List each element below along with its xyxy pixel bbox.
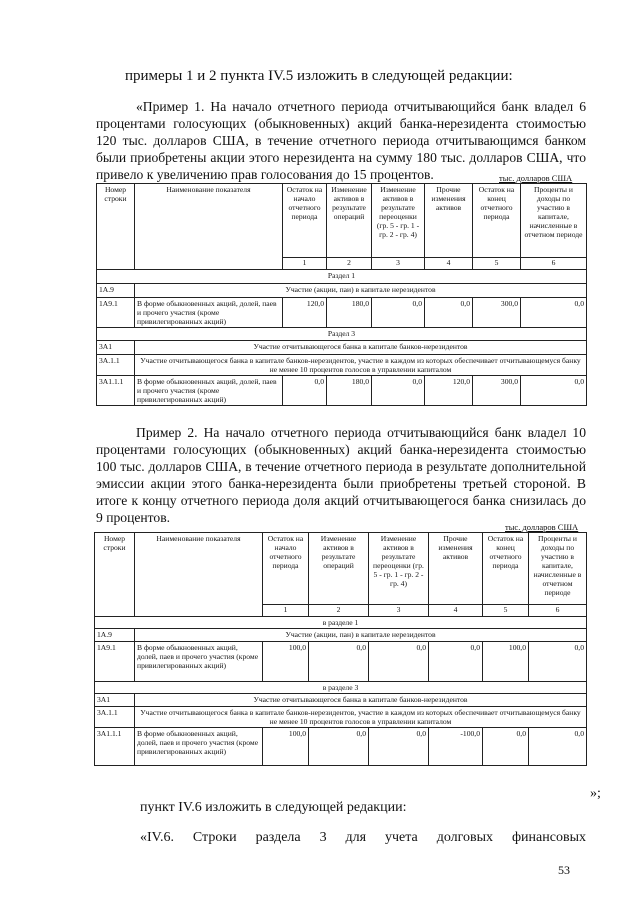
table-1-units: тыс. долларов США bbox=[499, 173, 573, 183]
col-header-ops: Изменение активов в результате операций bbox=[327, 184, 372, 258]
cell-value: 0,0 bbox=[521, 298, 587, 328]
cell-value: 180,0 bbox=[327, 298, 372, 328]
row-label: Участие (акции, паи) в капитале нерезидентов bbox=[135, 284, 587, 298]
table-row bbox=[95, 694, 587, 707]
cell-value: 120,0 bbox=[283, 298, 327, 328]
cell-value: 0,0 bbox=[309, 728, 369, 766]
row-label: Участие отчитывающегося банка в капитале банков-нерезидентов, участие в каждом из которых обеспечивает отчитывающемуся банку не менее 10 процентов голосов в управлении капиталом bbox=[135, 707, 587, 728]
col-header-end: Остаток на конец отчетного периода bbox=[473, 184, 521, 258]
row-code: 1А.9 bbox=[95, 629, 135, 642]
col-header-name: Наименование показателя bbox=[135, 184, 283, 270]
cell-value: 120,0 bbox=[425, 376, 473, 406]
row-code: 3А1.1.1 bbox=[95, 728, 135, 766]
table-2-units: тыс. долларов США bbox=[505, 522, 579, 532]
word: 3 bbox=[319, 830, 327, 845]
row-code: 3А1.1.1 bbox=[97, 376, 135, 406]
col-header-ops: Изменение активов в результате операций bbox=[309, 533, 369, 605]
col-number: 1 bbox=[263, 605, 309, 617]
word: для bbox=[345, 830, 367, 845]
col-number: 4 bbox=[425, 258, 473, 270]
trailing-text-line bbox=[140, 830, 586, 846]
row-label: В форме обыкновенных акций, долей, паев и прочего участия (кроме привилегированных акций) bbox=[135, 376, 283, 406]
word: «IV.6. bbox=[140, 830, 174, 845]
row-label: Участие отчитывающегося банка в капитале банков-нерезидентов, участие в каждом из которых обеспечивает отчитывающемуся банку не менее 10 процентов голосов в управлении капиталом bbox=[135, 355, 587, 376]
col-number: 1 bbox=[283, 258, 327, 270]
cell-value: 0,0 bbox=[425, 298, 473, 328]
table-header-row bbox=[97, 184, 587, 258]
col-header-income: Проценты и доходы по участию в капитале, начисленные в отчетном периоде bbox=[521, 184, 587, 258]
section-row bbox=[95, 617, 587, 629]
col-header-other: Прочие изменения активов bbox=[425, 184, 473, 258]
table-row bbox=[97, 298, 587, 328]
word: Строки bbox=[192, 830, 237, 845]
col-header-reval: Изменение активов в результате переоценки (гр. 5 - гр. 1 - гр. 2 - гр. 4) bbox=[369, 533, 429, 605]
row-code: 1А9.1 bbox=[97, 298, 135, 328]
col-header-reval: Изменение активов в результате переоценки (гр. 5 - гр. 1 - гр. 2 - гр. 4) bbox=[372, 184, 425, 258]
amendment-line-iv6: пункт IV.6 изложить в следующей редакции: bbox=[140, 800, 407, 815]
table-row bbox=[97, 355, 587, 376]
word: раздела bbox=[255, 830, 301, 845]
col-number: 6 bbox=[521, 258, 587, 270]
section-heading: примеры 1 и 2 пункта IV.5 изложить в следующей редакции: bbox=[125, 68, 513, 84]
col-header-row-no: Номер строки bbox=[97, 184, 135, 270]
row-label: В форме обыкновенных акций, долей, паев и прочего участия (кроме привилегированных акций) bbox=[135, 642, 263, 682]
col-header-other: Прочие изменения активов bbox=[429, 533, 483, 605]
row-code: 1А9.1 bbox=[95, 642, 135, 682]
col-header-start: Остаток на начало отчетного периода bbox=[283, 184, 327, 258]
table-row bbox=[97, 376, 587, 406]
table-example-2 bbox=[94, 532, 587, 766]
section-label: Раздел 3 bbox=[97, 328, 587, 341]
row-code: 3А1 bbox=[95, 694, 135, 707]
col-number: 5 bbox=[483, 605, 529, 617]
table-row bbox=[95, 642, 587, 682]
table-example-1 bbox=[96, 183, 587, 406]
row-label: В форме обыкновенных акций, долей, паев и прочего участия (кроме привилегированных акций) bbox=[135, 728, 263, 766]
row-label: В форме обыкновенных акций, долей, паев и прочего участия (кроме привилегированных акций) bbox=[135, 298, 283, 328]
table-row bbox=[95, 629, 587, 642]
cell-value: 100,0 bbox=[483, 642, 529, 682]
page-number: 53 bbox=[558, 863, 570, 877]
col-number: 6 bbox=[529, 605, 587, 617]
section-row bbox=[95, 682, 587, 694]
row-code: 1А.9 bbox=[97, 284, 135, 298]
cell-value: 0,0 bbox=[283, 376, 327, 406]
cell-value: 0,0 bbox=[309, 642, 369, 682]
col-header-end: Остаток на конец отчетного периода bbox=[483, 533, 529, 605]
word: учета bbox=[385, 830, 418, 845]
section-row bbox=[97, 270, 587, 284]
cell-value: 0,0 bbox=[529, 728, 587, 766]
section-label: в разделе 3 bbox=[95, 682, 587, 694]
table-row bbox=[97, 284, 587, 298]
word: финансовых bbox=[511, 830, 586, 845]
table-header-row bbox=[95, 533, 587, 605]
cell-value: 0,0 bbox=[483, 728, 529, 766]
table-row bbox=[95, 728, 587, 766]
closing-quote-mark: »; bbox=[590, 786, 601, 801]
cell-value: 0,0 bbox=[521, 376, 587, 406]
row-label: Участие отчитывающегося банка в капитале банков-нерезидентов bbox=[135, 694, 587, 707]
cell-value: 0,0 bbox=[369, 728, 429, 766]
cell-value: 180,0 bbox=[327, 376, 372, 406]
word: долговых bbox=[436, 830, 494, 845]
section-label: Раздел 1 bbox=[97, 270, 587, 284]
col-number: 4 bbox=[429, 605, 483, 617]
col-number: 5 bbox=[473, 258, 521, 270]
col-number: 3 bbox=[369, 605, 429, 617]
col-header-name: Наименование показателя bbox=[135, 533, 263, 617]
section-row bbox=[97, 328, 587, 341]
cell-value: 300,0 bbox=[473, 298, 521, 328]
col-number: 2 bbox=[327, 258, 372, 270]
row-code: 3А.1.1 bbox=[97, 355, 135, 376]
cell-value: 0,0 bbox=[369, 642, 429, 682]
cell-value: -100,0 bbox=[429, 728, 483, 766]
col-number: 3 bbox=[372, 258, 425, 270]
cell-value: 100,0 bbox=[263, 642, 309, 682]
cell-value: 0,0 bbox=[529, 642, 587, 682]
col-header-income: Проценты и доходы по участию в капитале, начисленные в отчетном периоде bbox=[529, 533, 587, 605]
col-header-start: Остаток на начало отчетного периода bbox=[263, 533, 309, 605]
cell-value: 300,0 bbox=[473, 376, 521, 406]
cell-value: 0,0 bbox=[429, 642, 483, 682]
row-code: 3А.1.1 bbox=[95, 707, 135, 728]
col-number: 2 bbox=[309, 605, 369, 617]
section-label: в разделе 1 bbox=[95, 617, 587, 629]
cell-value: 0,0 bbox=[372, 376, 425, 406]
row-label: Участие отчитывающегося банка в капитале банков-нерезидентов bbox=[135, 341, 587, 355]
example-1-paragraph: «Пример 1. На начало отчетного периода отчитывающийся банк владел 6 процентами голосующих (обыкновенных) акций банка-нерезидента стоимостью 120 тыс. долларов США, в течение отчетного периода отчитывающимся банком были приобретены акции этого нерезидента на сумму 180 тыс. долларов США, что привело к увеличению прав голосования до 15 процентов. bbox=[96, 99, 586, 182]
example-2-paragraph: Пример 2. На начало отчетного периода отчитывающийся банк владел 10 процентами голосующих (обыкновенных) акций банка-нерезидента стоимостью 100 тыс. долларов США, в течение отчетного периода в результате дополнительной эмиссии акции этого банка-нерезидента были приобретены третьей стороной. В итоге к концу отчетного периода доля акций отчитывающегося банка снизилась до 9 процентов. bbox=[96, 425, 586, 525]
cell-value: 0,0 bbox=[372, 298, 425, 328]
col-header-row-no: Номер строки bbox=[95, 533, 135, 617]
row-code: 3А1 bbox=[97, 341, 135, 355]
row-label: Участие (акции, пан) в капитале нерезидентов bbox=[135, 629, 587, 642]
table-row bbox=[97, 341, 587, 355]
table-row bbox=[95, 707, 587, 728]
cell-value: 100,0 bbox=[263, 728, 309, 766]
